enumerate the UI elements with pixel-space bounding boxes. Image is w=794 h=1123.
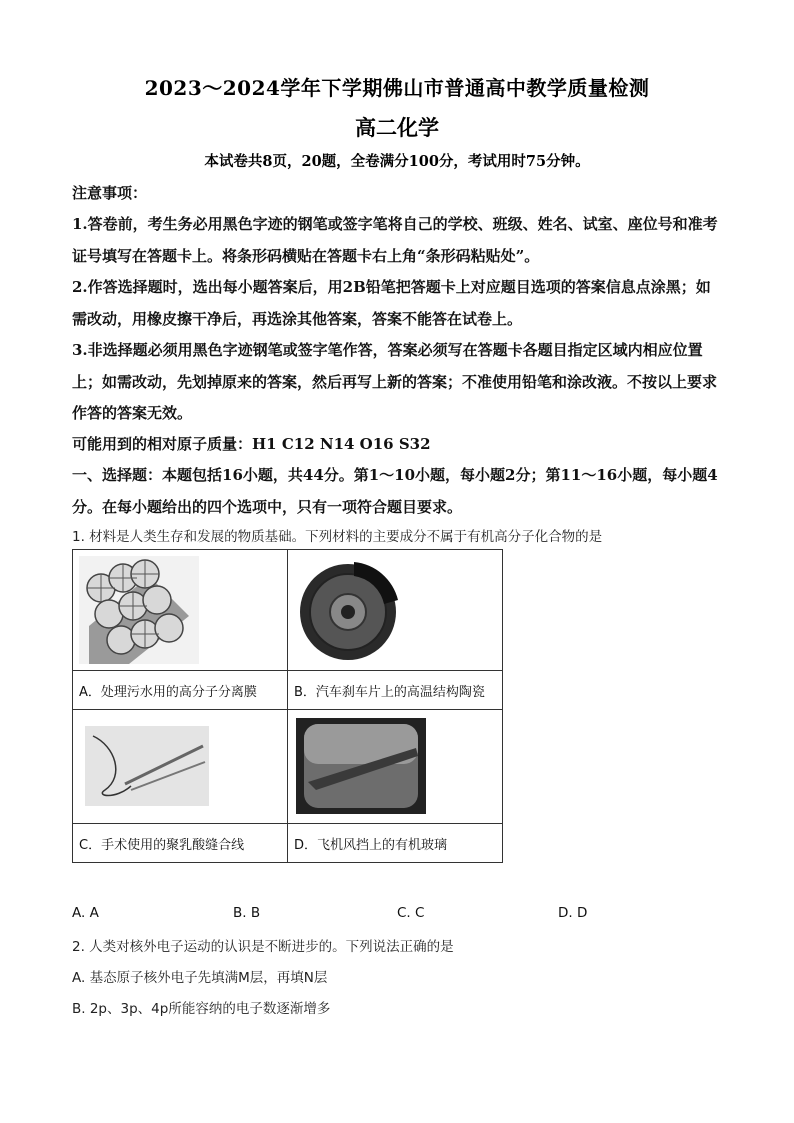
airplane-window-photo bbox=[296, 718, 426, 814]
note-item-1: 1.答卷前，考生务必用黑色字迹的钢笔或签字笔将自己的学校、班级、姓名、试室、座位号和准考证号填写在答题卡上。将条形码横贴在答题卡右上角“条形码粘贴处”。 bbox=[72, 215, 718, 265]
question-2-option-a: A. 基态原子核外电子先填满M层，再填N层 bbox=[72, 970, 328, 986]
option-d-label: D．飞机风挡上的有机玻璃 bbox=[288, 824, 503, 863]
suture-photo bbox=[85, 726, 209, 806]
answer-choice-b[interactable]: B. B bbox=[233, 905, 261, 921]
notes-heading: 注意事项： bbox=[72, 184, 148, 202]
membrane-tubes-photo bbox=[79, 556, 199, 664]
question-2-option-b: B. 2p、3p、4p所能容纳的电子数逐渐增多 bbox=[72, 1001, 331, 1017]
question-1-stem: 1. 材料是人类生存和发展的物质基础。下列材料的主要成分不属于有机高分子化合物的是 bbox=[72, 529, 603, 545]
option-c-image-cell bbox=[73, 710, 288, 824]
exam-info: 本试卷共8页，20题，全卷满分100分，考试用时75分钟。 bbox=[204, 153, 590, 170]
question-1-options-table bbox=[72, 549, 503, 863]
exam-title: 2023～2024学年下学期佛山市普通高中教学质量检测 bbox=[144, 76, 650, 100]
answer-choice-d[interactable]: D. D bbox=[558, 905, 588, 921]
brake-disc-photo bbox=[294, 554, 402, 662]
note-item-3: 3.非选择题必须用黑色字迹钢笔或签字笔作答，答案必须写在答题卡各题目指定区域内相应位置上；如需改动，先划掉原来的答案，然后再写上新的答案；不准使用铅笔和涂改液。不按以上要求作答的答案无效。 bbox=[72, 341, 718, 422]
section-heading: 一、选择题：本题包括16小题，共44分。第1～10小题，每小题2分；第11～16小题，每小题4分。在每小题给出的四个选项中，只有一项符合题目要求。 bbox=[72, 466, 718, 516]
option-a-image-cell bbox=[73, 550, 288, 671]
option-b-image-cell bbox=[288, 550, 503, 671]
option-a-label: A．处理污水用的高分子分离膜 bbox=[73, 671, 288, 710]
note-item-2: 2.作答选择题时，选出每小题答案后，用2B铅笔把答题卡上对应题目选项的答案信息点涂黑；如需改动，用橡皮擦干净后，再选涂其他答案，答案不能答在试卷上。 bbox=[72, 278, 711, 328]
option-b-label: B．汽车刹车片上的高温结构陶瓷 bbox=[288, 671, 503, 710]
subject-title: 高二化学 bbox=[355, 115, 439, 140]
answer-choice-a[interactable]: A. A bbox=[72, 905, 99, 921]
question-2-stem: 2. 人类对核外电子运动的认识是不断进步的。下列说法正确的是 bbox=[72, 939, 454, 955]
atomic-masses: 可能用到的相对原子质量：H1 C12 N14 O16 S32 bbox=[72, 435, 431, 453]
answer-choice-c[interactable]: C. C bbox=[397, 905, 425, 921]
option-d-image-cell bbox=[288, 710, 503, 824]
option-c-label: C．手术使用的聚乳酸缝合线 bbox=[73, 824, 288, 863]
